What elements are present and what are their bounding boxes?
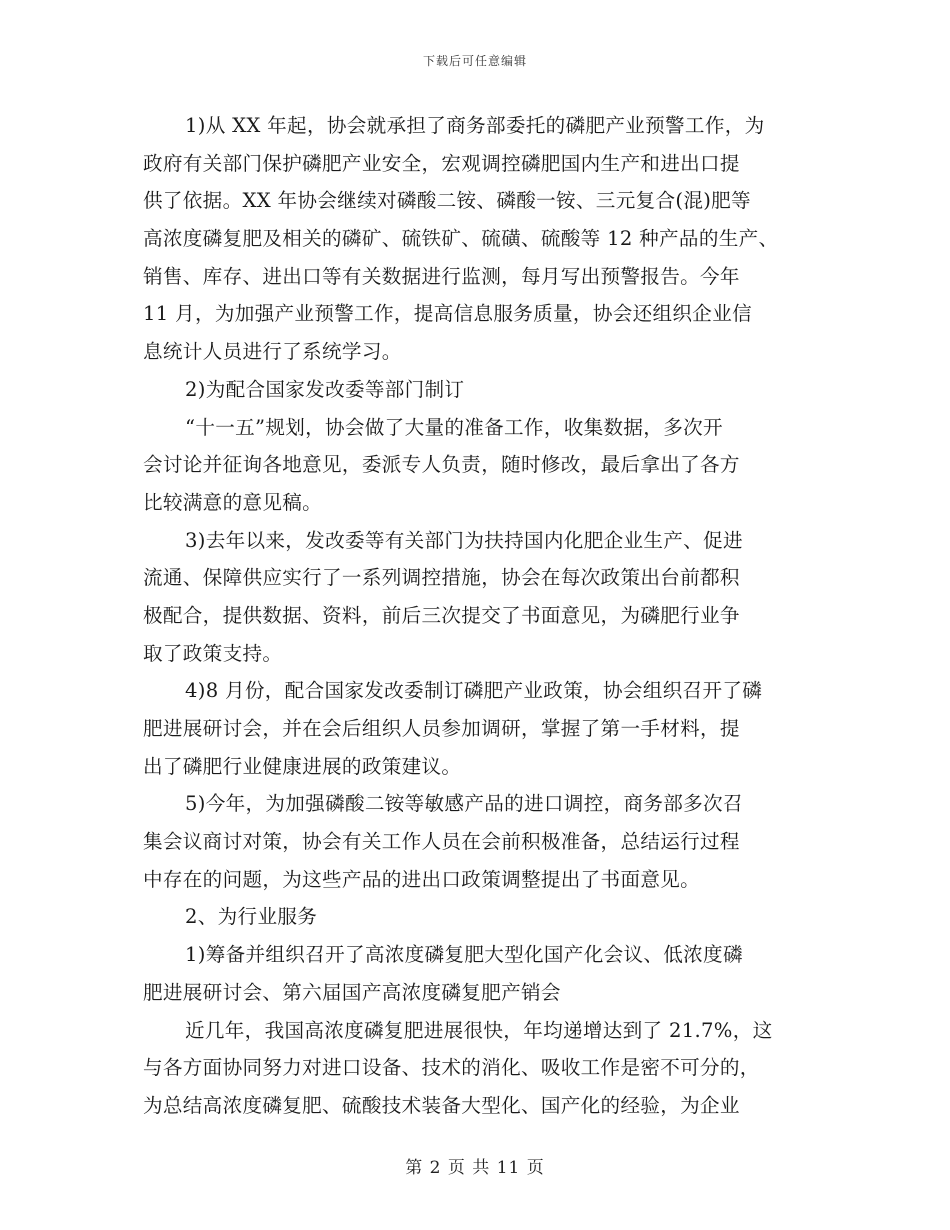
text-line: 近几年，我国高浓度磷复肥进展很快，年均递增达到了 21.7%，这 [185, 1018, 773, 1042]
text-line: 集会议商讨对策，协会有关工作人员在会前积极准备，总结运行过程 [143, 830, 740, 854]
text-line: 会讨论并征询各地意见，委派专人负责，随时修改，最后拿出了各方 [143, 453, 740, 477]
text-line: 政府有关部门保护磷肥产业安全，宏观调控磷肥国内生产和进出口提 [143, 151, 740, 175]
text-line: 11 月，为加强产业预警工作，提高信息服务质量，协会还组织企业信 [143, 302, 752, 326]
text-line: 1)从 XX 年起，协会就承担了商务部委托的磷肥产业预警工作，为 [185, 114, 765, 137]
text-line: 肥进展研讨会，并在会后组织人员参加调研，掌握了第一手材料，提 [143, 717, 740, 740]
text-line: 4)8 月份，配合国家发改委制订磷肥产业政策，协会组织召开了磷 [185, 679, 763, 703]
text-line: 出了磷肥行业健康进展的政策建议。 [143, 754, 462, 778]
text-line: 销售、库存、进出口等有关数据进行监测，每月写出预警报告。今年 [143, 264, 740, 288]
page-header: 下载后可任意编辑 [422, 54, 527, 68]
text-line: 取了政策支持。 [143, 641, 283, 665]
text-line: 肥进展研讨会、第六届国产高浓度磷复肥产销会 [143, 980, 561, 1004]
text-line: 2)为配合国家发改委等部门制订 [185, 377, 465, 401]
text-line: “十一五”规划，协会做了大量的准备工作，收集数据，多次开 [185, 415, 723, 439]
text-line: 3)去年以来，发改委等有关部门为扶持国内化肥企业生产、促进 [185, 528, 743, 552]
text-line: 与各方面协同努力对进口设备、技术的消化、吸收工作是密不可分的， [143, 1056, 760, 1080]
text-line: 5)今年，为加强磷酸二铵等敏感产品的进口调控，商务部多次召 [185, 792, 743, 816]
text-line: 高浓度磷复肥及相关的磷矿、硫铁矿、硫磺、硫酸等 12 种产品的生产、 [143, 227, 779, 251]
text-line: 1)筹备并组织召开了高浓度磷复肥大型化国产化会议、低浓度磷 [185, 943, 743, 967]
section-heading: 2、为行业服务 [185, 905, 318, 929]
text-line: 极配合，提供数据、资料，前后三次提交了书面意见，为磷肥行业争 [143, 603, 740, 627]
text-line: 比较满意的意见稿。 [143, 490, 323, 514]
page-number: 第 2 页 共 11 页 [405, 1158, 545, 1178]
text-line: 供了依据。XX 年协会继续对磷酸二铵、磷酸一铵、三元复合(混)肥等 [143, 189, 751, 213]
text-line: 流通、保障供应实行了一系列调控措施，协会在每次政策出台前都积 [143, 566, 740, 590]
text-line: 中存在的问题，为这些产品的进出口政策调整提出了书面意见。 [143, 867, 701, 891]
text-line: 为总结高浓度磷复肥、硫酸技术装备大型化、国产化的经验，为企业 [143, 1093, 740, 1117]
document-body [143, 107, 815, 1125]
text-line: 息统计人员进行了系统学习。 [143, 340, 402, 364]
